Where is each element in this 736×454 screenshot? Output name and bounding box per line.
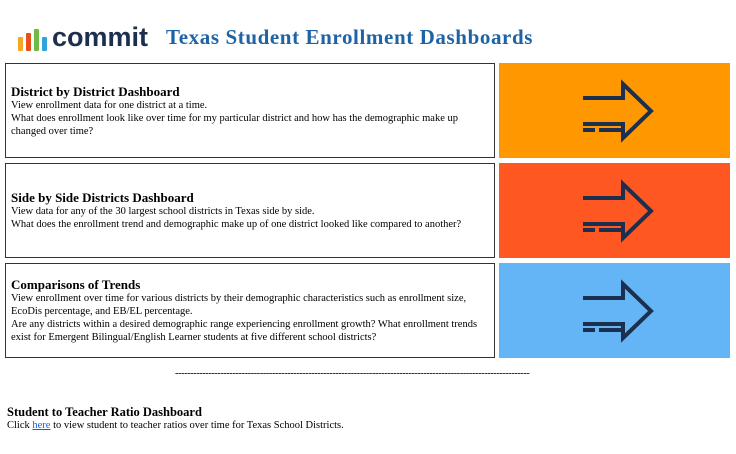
arrow-right-icon bbox=[565, 176, 665, 246]
ratio-dashboard-text bbox=[7, 420, 344, 431]
card-description: View enrollment over time for various districts by their demographic characteristics such as enrollment size, EcoDis percentage, and EB/EL percentage. bbox=[11, 293, 467, 317]
card-title: District by District Dashboard bbox=[11, 83, 180, 99]
dashed-divider: --------------------------------------------------------------------------------------------------------------------- bbox=[175, 368, 530, 379]
card-question: What does the enrollment trend and demographic make up of one district looked like compared to another? bbox=[11, 219, 462, 230]
side-by-side-dashboard-arrow-button[interactable] bbox=[499, 163, 730, 258]
commit-logo[interactable] bbox=[18, 21, 148, 51]
arrow-right-icon bbox=[565, 76, 665, 146]
logo-bar bbox=[26, 33, 31, 51]
card-description: View enrollment data for one district at a time. bbox=[11, 99, 208, 111]
trends-dashboard-arrow-button[interactable] bbox=[499, 263, 730, 358]
card-question: What does enrollment look like over time for my particular district and how has the demographic make up changed over time? bbox=[11, 112, 458, 137]
district-dashboard-arrow-button[interactable] bbox=[499, 63, 730, 158]
dashboard-card-district bbox=[5, 63, 495, 158]
logo-bars-icon bbox=[18, 27, 47, 51]
page-title: Texas Student Enrollment Dashboards bbox=[166, 24, 534, 49]
card-title: Comparisons of Trends bbox=[11, 277, 141, 292]
page-header bbox=[18, 18, 533, 54]
ratio-dashboard-link[interactable]: here bbox=[32, 420, 51, 431]
ratio-text-suffix: to view student to teacher ratios over time for Texas School Districts. bbox=[53, 420, 344, 431]
card-title: Side by Side Districts Dashboard bbox=[11, 190, 194, 205]
dashboard-card-trends bbox=[5, 263, 495, 358]
logo-text: commit bbox=[52, 22, 149, 52]
dashboard-card-side-by-side bbox=[5, 163, 495, 258]
card-description: View data for any of the 30 largest school districts in Texas side by side. bbox=[11, 206, 315, 217]
logo-bar bbox=[18, 37, 23, 51]
logo-bar bbox=[42, 37, 47, 51]
arrow-right-icon bbox=[565, 276, 665, 346]
card-question: Are any districts within a desired demographic range experiencing enrollment growth? What enrollment trends exist for Emergent Bilingual/English Learner students at five different school districts? bbox=[11, 319, 478, 343]
ratio-dashboard-title: Student to Teacher Ratio Dashboard bbox=[7, 405, 202, 419]
ratio-text-prefix: Click bbox=[7, 420, 30, 431]
logo-bar bbox=[34, 29, 39, 51]
